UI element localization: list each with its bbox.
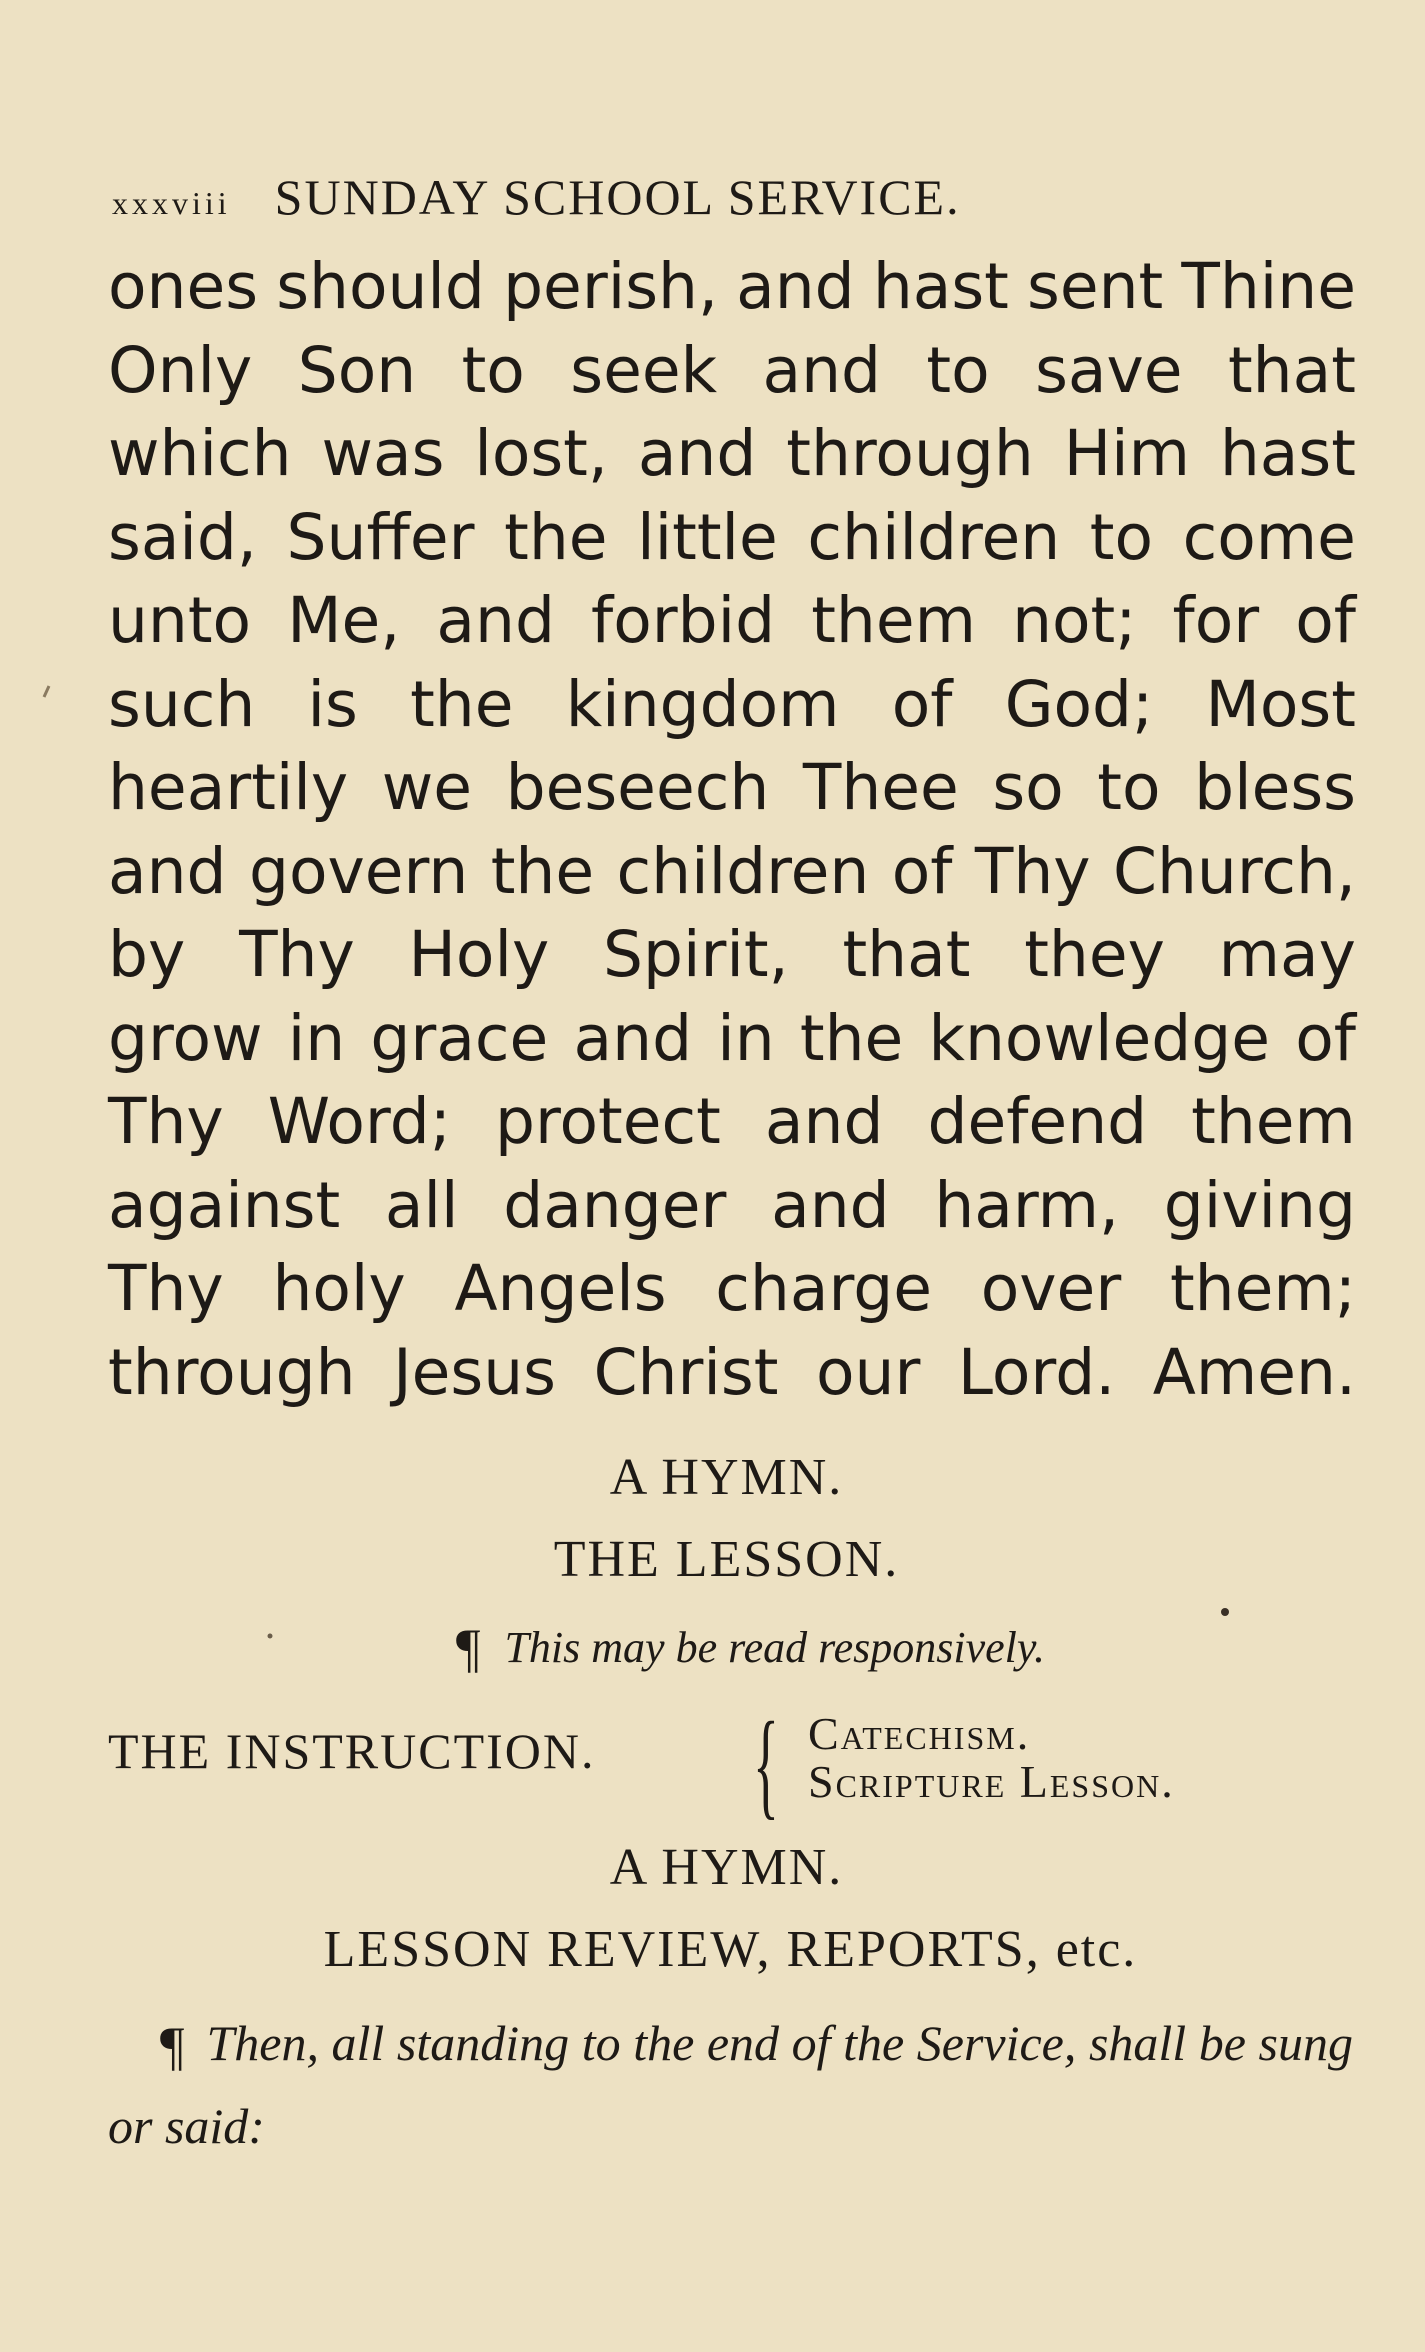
prayer-word: sent <box>1027 250 1164 323</box>
prayer-word: heartily <box>108 751 349 824</box>
prayer-word: the <box>799 1001 904 1075</box>
prayer-word: the <box>490 834 595 908</box>
page-number: xxxviii <box>112 185 231 221</box>
prayer-word: Thy <box>108 1085 224 1158</box>
prayer-word: and <box>573 1001 693 1075</box>
paper-speck <box>1221 1608 1229 1616</box>
prayer-word: Amen. <box>1152 1335 1356 1409</box>
prayer-word: unto <box>108 584 252 657</box>
prayer-word: in <box>287 1001 346 1075</box>
prayer-word: we <box>381 751 473 824</box>
prayer-word: them; <box>1169 1252 1356 1325</box>
prayer-word: the <box>504 500 608 574</box>
prayer-word: our <box>815 1335 921 1409</box>
prayer-word: seek <box>570 333 718 407</box>
prayer-word: them <box>1191 1085 1356 1158</box>
prayer-word: Thine <box>1181 250 1356 323</box>
prayer-word: hast <box>872 250 1009 323</box>
prayer-word: forbid <box>591 584 776 657</box>
prayer-word: Thy <box>974 834 1091 908</box>
prayer-word: beseech <box>505 751 770 824</box>
prayer-word: for <box>1172 584 1260 657</box>
prayer-word: grow <box>108 1001 263 1075</box>
prayer-word: holy <box>272 1252 406 1325</box>
prayer-word: harm, <box>934 1168 1120 1242</box>
prayer-word: and <box>108 834 227 908</box>
prayer-word: to <box>1089 500 1154 574</box>
prayer-word: Church, <box>1112 834 1356 908</box>
prayer-word: God; <box>1004 667 1154 741</box>
prayer-word: of <box>1295 1001 1356 1075</box>
paper-speck <box>268 1634 273 1639</box>
prayer-word: through <box>786 417 1034 490</box>
prayer-word: by <box>108 918 186 991</box>
prayer-word: govern <box>248 834 469 908</box>
prayer-word: that <box>842 918 971 991</box>
prayer-word: they <box>1024 918 1165 991</box>
rubric-responsive-text: This may be read responsively. <box>504 1623 1045 1672</box>
prayer-word: and <box>771 1168 890 1242</box>
prayer-word: children <box>807 500 1061 574</box>
prayer-word: and <box>762 333 882 407</box>
prayer-word: all <box>384 1168 459 1242</box>
prayer-word: them <box>811 584 976 657</box>
running-title: SUNDAY SCHOOL SERVICE. <box>274 169 961 225</box>
prayer-word: is <box>307 667 358 741</box>
prayer-word: Son <box>297 333 417 407</box>
prayer-word: to <box>1097 751 1161 824</box>
prayer-word: Suffer <box>286 500 475 574</box>
prayer-word: Thee <box>802 751 959 824</box>
pilcrow-mark: ¶ <box>160 2016 185 2076</box>
prayer-word: Lord. <box>957 1335 1116 1409</box>
prayer-word: the <box>410 667 514 741</box>
prayer-word: Only <box>108 333 253 407</box>
prayer-word: grace <box>370 1001 549 1075</box>
prayer-word: such <box>108 667 256 741</box>
prayer-word: lost, <box>474 417 608 490</box>
prayer-word: so <box>992 751 1064 824</box>
prayer-word: that <box>1227 333 1356 407</box>
prayer-word: and <box>637 417 757 490</box>
prayer-word: Holy <box>408 918 550 991</box>
rubric-standing-text: Then, all standing to the end of the Service, shall be sung or said: <box>108 2015 1353 2154</box>
prayer-word: of <box>891 667 953 741</box>
prayer-word: charge <box>715 1252 932 1325</box>
instruction-heading: THE INSTRUCTION. <box>108 1723 596 1779</box>
prayer-word: and <box>736 250 855 323</box>
prayer-word: protect <box>494 1085 721 1158</box>
prayer-word: Angels <box>454 1252 667 1325</box>
prayer-word: defend <box>927 1085 1148 1158</box>
prayer-word: which <box>108 417 292 490</box>
prayer-word: Thy <box>239 918 355 991</box>
prayer-word: Thy <box>108 1252 224 1325</box>
prayer-word: through <box>108 1335 356 1409</box>
prayer-word: to <box>461 333 525 407</box>
lesson-heading: THE LESSON. <box>553 1531 900 1588</box>
prayer-word: Me, <box>287 584 401 657</box>
pilcrow-mark: ¶ <box>455 1618 481 1678</box>
lesson-review-heading: LESSON REVIEW, REPORTS, etc. <box>323 1921 1138 1978</box>
prayer-word: was <box>321 417 445 490</box>
prayer-word: knowledge <box>928 1001 1270 1075</box>
prayer-word: hast <box>1219 417 1356 490</box>
prayer-word: save <box>1035 333 1183 407</box>
prayer-word: giving <box>1163 1168 1356 1242</box>
prayer-word: Spirit, <box>603 918 789 991</box>
prayer-word: to <box>926 333 990 407</box>
prayer-word: of <box>891 834 953 908</box>
prayer-word: Christ <box>593 1335 779 1409</box>
prayer-word: and <box>764 1085 884 1158</box>
prayer-word: Word; <box>267 1085 451 1158</box>
prayer-word: over <box>980 1252 1122 1325</box>
prayer-word: little <box>637 500 778 574</box>
prayer-word: ones <box>108 250 259 323</box>
prayer-word: in <box>717 1001 775 1075</box>
prayer-word: not; <box>1012 584 1137 657</box>
prayer-word: bless <box>1194 751 1356 824</box>
prayer-word: may <box>1218 918 1356 991</box>
instruction-option-scripture-lesson: Scripture Lesson. <box>808 1756 1175 1807</box>
prayer-word: Most <box>1205 667 1356 741</box>
instruction-option-catechism: Catechism. <box>808 1708 1031 1759</box>
prayer-word: children <box>616 834 870 908</box>
hymn-heading-1: A HYMN. <box>609 1449 844 1506</box>
prayer-word: Him <box>1063 417 1190 490</box>
prayer-word: of <box>1295 584 1356 657</box>
prayer-word: Jesus <box>393 1335 557 1409</box>
brace-glyph: { <box>753 1697 779 1830</box>
prayer-word: kingdom <box>565 667 840 741</box>
hymn-heading-2: A HYMN. <box>609 1839 844 1896</box>
paper-speck <box>44 686 49 697</box>
prayer-word: come <box>1182 500 1356 574</box>
prayer-word: against <box>108 1168 341 1242</box>
prayer-word: and <box>436 584 555 657</box>
prayer-word: danger <box>503 1168 727 1242</box>
prayer-word: said, <box>108 500 257 574</box>
prayer-word: perish, <box>503 250 718 323</box>
prayer-word: should <box>276 250 485 323</box>
